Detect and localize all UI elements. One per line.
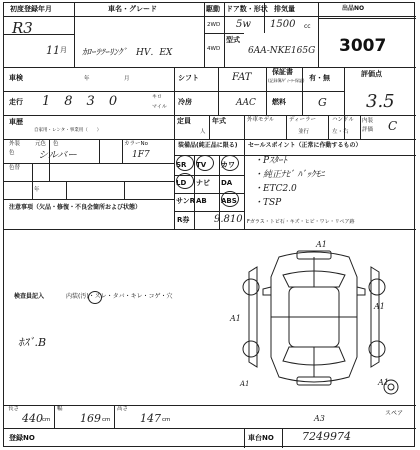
grid-line [4, 115, 416, 116]
equipment-item: TV [196, 161, 207, 169]
soil-circle [88, 291, 102, 304]
model-year-sub: 外車モデル [247, 117, 275, 123]
warranty-label: 保証書 [272, 68, 293, 76]
grid-line [4, 229, 416, 230]
remarks-label: 注意事項（欠品・修復・不良会箇所および状態） [9, 204, 142, 211]
color-label: 色 [9, 150, 15, 156]
capacity-label: 定員 [177, 117, 191, 125]
handwritten-shift: FAT [232, 72, 252, 83]
handwritten-score: 3.5 [366, 91, 395, 112]
r-ticket-label: R券 [177, 216, 190, 224]
handle-value: 左・右 [332, 129, 349, 135]
damage-a1-right: A1 [374, 302, 385, 311]
fuel-label: 燃料 [272, 98, 286, 106]
equipment-item: DA [221, 179, 233, 187]
equipment-item: カワ [221, 161, 235, 169]
car-name-grade-label: 車名・グレード [108, 5, 157, 13]
displacement-label: 排気量 [274, 5, 295, 13]
height-label: 高さ [117, 406, 129, 412]
width-label: 幅 [57, 406, 63, 412]
handwritten-length: 440 [22, 412, 43, 425]
handwritten-mileage: 1830 [42, 94, 132, 109]
equipment-circle-mark [176, 155, 194, 171]
capacity-unit: 人 [200, 129, 206, 135]
equipment-item: AB [196, 197, 207, 205]
handwritten-interior: C [388, 119, 398, 133]
sales-point-label: セールスポイント（正常に作動するもの） [248, 142, 362, 149]
year-unit-label: 年 [34, 187, 40, 193]
equipment-circle-mark [221, 155, 239, 171]
glass-line: Fガラス・トビ石・キズ・ヒビ・ワレ・リペア跡 [247, 219, 355, 225]
color-no-label: カラーNo [124, 141, 148, 147]
grid-line [4, 181, 174, 182]
grid-line [4, 199, 174, 200]
inspection-label: 車検 [9, 74, 23, 82]
handwritten-doors: 5w [236, 19, 251, 30]
exhibit-no-label: 出品NO [342, 5, 365, 12]
handwritten-checker-note: ﾎｽﾞ.B [18, 336, 47, 349]
handwritten-width: 169 [80, 412, 101, 425]
warranty-sub: (記録簿/ﾃﾞｨｰﾗｰ保証) [268, 78, 305, 83]
orig-color-label: 元色 [35, 141, 47, 147]
equipment-item: サンR [176, 197, 196, 205]
equipment-item: ABS [221, 197, 237, 205]
mile-unit: マイル [152, 104, 167, 110]
month-unit: 月 [60, 46, 67, 54]
interior-label-2: 評価 [362, 127, 374, 133]
equipment-item: LD [176, 179, 187, 187]
grid-line [4, 163, 174, 164]
sales-point-item: ・TSP [254, 198, 282, 208]
color-sub-label: 色 [53, 141, 59, 147]
grid-line [4, 139, 416, 140]
checker-items: 内装(汚)・スレ・タバ・キレ・コゲ・穴 [66, 293, 173, 300]
length-label: 長さ [8, 406, 20, 412]
checker-label: 検査員記入 [14, 293, 45, 300]
mileage-label: 走行 [9, 98, 23, 106]
km-unit: キロ [152, 94, 163, 100]
length-unit: cm [42, 417, 51, 423]
ext-color-label: 外装 [9, 141, 21, 147]
equipment-circle-mark [196, 155, 214, 171]
handwritten-height: 147 [140, 412, 161, 425]
history-sub: 自家用・レンタ・事業用（ ） [34, 128, 102, 133]
grid-line [174, 211, 244, 212]
damage-a1-right-side: A1 [378, 378, 389, 387]
inspection-year-unit: 年 [84, 76, 90, 82]
model-year-label: 年式 [212, 117, 226, 125]
grid-line [4, 405, 416, 406]
handwritten-model: ｶﾛｰﾗﾂｰﾘﾝｸﾞ HV．EX [82, 48, 173, 58]
handwritten-color: シルバー [38, 150, 78, 161]
handwritten-month: 11 [46, 44, 60, 57]
handwritten-ac: AAC [236, 98, 256, 108]
shift-label: シフト [178, 74, 199, 82]
damage-a3-bottom: A3 [314, 414, 325, 423]
damage-a1-top: A1 [316, 240, 327, 249]
handwritten-chassis-no: 7249974 [302, 430, 351, 443]
cc-unit: cc [304, 23, 311, 30]
reg-year-month-label: 初度登録年月 [10, 5, 52, 13]
spare-label: スペア [385, 410, 404, 417]
grid-line [4, 67, 416, 68]
handwritten-year: R3 [12, 19, 33, 37]
damage-a1-left: A1 [230, 314, 241, 323]
auction-inspection-sheet [3, 2, 415, 447]
drive-label: 駆動 [206, 5, 220, 13]
handwritten-cc: 1500 [270, 19, 296, 30]
reg-no-label: 登録NO [9, 434, 35, 442]
exhibit-number: 3007 [339, 36, 387, 56]
equipment-circle-mark [176, 173, 194, 189]
interior-label: 内装 [362, 118, 374, 124]
grid-line [4, 428, 416, 429]
inspection-month-unit: 月 [124, 76, 130, 82]
doors-shape-label: ドア数・形状 [226, 5, 268, 13]
handwritten-r-number: 9.810 [214, 214, 243, 225]
score-label: 評価点 [361, 70, 382, 78]
width-unit: cm [102, 417, 111, 423]
equipment-item: ナビ [196, 179, 210, 187]
handwritten-color-no: 1F7 [132, 150, 150, 160]
two-wd-label: 2WD [207, 22, 221, 28]
handwritten-type-code: 6AA-NKE165G [248, 46, 316, 56]
dealer-label: ディーラー [289, 117, 317, 123]
four-wd-label: 4WD [207, 46, 221, 52]
color-change-label: 色替 [9, 165, 21, 171]
history-label: 車歴 [9, 118, 23, 126]
sales-point-item: ・ETC2.0 [254, 184, 297, 194]
warranty-value: 有・無 [309, 74, 330, 82]
type-label: 型式 [226, 36, 240, 44]
sales-point-item: ・純正ﾅﾋﾞ ﾊﾞｯｸﾓﾆ [254, 170, 325, 180]
equipment-label: 装備品(純正品に限る) [178, 142, 238, 149]
sales-point-item: ・Pｽﾀｰﾄ [254, 156, 288, 166]
equipment-item: SR [176, 161, 187, 169]
handle-label: ハンドル [332, 117, 355, 123]
ac-label: 冷房 [178, 98, 192, 106]
height-unit: cm [162, 417, 171, 423]
damage-a1-left-bottom: A1 [240, 380, 250, 388]
chassis-no-label: 車台NO [248, 434, 274, 442]
grid-line [4, 16, 416, 17]
handwritten-fuel: G [318, 96, 327, 109]
equipment-circle-mark [221, 191, 239, 207]
dealer-value: 並行 [298, 129, 310, 135]
